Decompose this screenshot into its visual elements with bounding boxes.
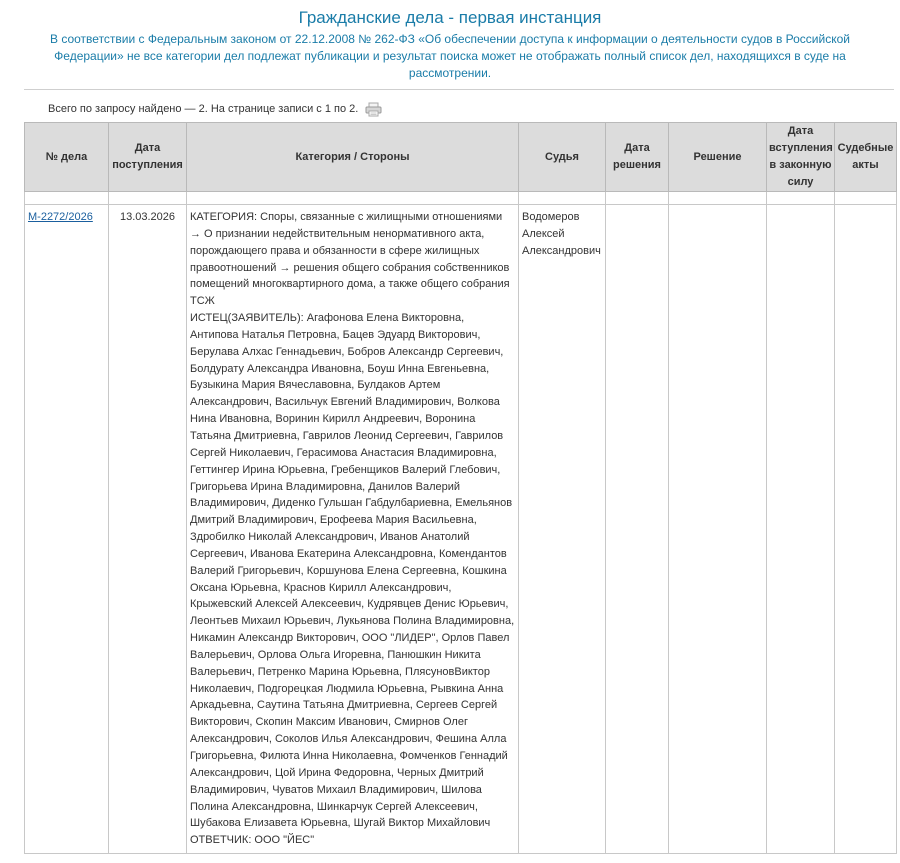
header-effective-date[interactable]: Дата вступления в законную силу bbox=[767, 123, 835, 192]
spacer-cell bbox=[25, 192, 109, 205]
results-summary-text: Всего по запросу найдено — 2. На странице записи с 1 по 2. bbox=[48, 103, 359, 115]
header-case-number[interactable]: № дела bbox=[25, 123, 109, 192]
table-header-row bbox=[25, 123, 897, 192]
decision-cell bbox=[669, 205, 767, 854]
judge-cell: Водомеров Алексей Александрович bbox=[519, 205, 606, 854]
plaintiffs-text: ИСТЕЦ(ЗАЯВИТЕЛЬ): Агафонова Елена Викторовна, Антипова Наталья Петровна, Бацев Эдуард Викторович, Берулава Алхас Геннадьевич, Бобров Александр Сергеевич, Болдурату Александра Ивановна, Боуш Инна Евгеньевна, Бузыкина Мария Вячеславовна, Булдаков Артем Александрович, Васильчук Евгений Владимирович, Волкова Нина Ивановна, Воринин Кирилл Андреевич, Воронина Татьяна Дмитриевна, Гаврилов Леонид Сергеевич, Гаврилов Сергей Николаевич, Герасимова Анастасия Владимировна, Геттингер Ирина Юрьевна, Гребенщиков Валерий Глебович, Григорьева Ирина Владимировна, Данилов Валерий Владимирович, Диденко Гульшан Габдулбариевна, Емельянов Дмитрий Владимирович, Ерофеева Мария Васильевна, Здробилко Николай Александрович, Иванов Анатолий Сергеевич, Иванова Екатерина Александровна, Комендантов Валерий Григорьевич, Коршунова Елена Сергеевна, Кошкина Оксана Юрьевна, Краснов Кирилл Александрович, Крыжевский Алексей Алексеевич, Кудрявцев Денис Юрьевич, Леонтьев Михаил Юрьевич, Лукьянова Полина Владимировна, Никамин Александр Викторович, ООО "ЛИДЕР", Орлов Павел Валерьевич, Орлова Ольга Игоревна, Панюшкин Никита Валерьевич, Петренко Марина Юрьевна, ПлясуновВиктор Николаевич, Подгорецкая Людмила Юрьевна, Рывкина Анна Аркадьевна, Саутина Татьяна Дмитриевна, Сергеев Сергей Викторович, Скопин Максим Иванович, Смирнов Олег Александрович, Соколов Илья Александрович, Фешина Алла Григорьевна, Филюта Инна Николаевна, Фомченков Геннадий Александрович, Цой Ирина Федоровна, Черных Дмитрий Владимирович, Чуватов Михаил Владимирович, Шилова Полина Александровна, Шинкарчук Сергей Алексеевич, Шубакова Елизавета Юрьевна, Шугай Виктор Михайлович bbox=[190, 312, 515, 830]
header-received-date[interactable]: Дата поступления bbox=[109, 123, 187, 192]
spacer-cell bbox=[109, 192, 187, 205]
header-decision-date[interactable]: Дата решения bbox=[606, 123, 669, 192]
cases-table bbox=[24, 122, 897, 854]
divider bbox=[24, 89, 894, 90]
spacer-cell bbox=[187, 192, 519, 205]
header-court-acts[interactable]: Судебные акты bbox=[835, 123, 897, 192]
printer-icon[interactable] bbox=[365, 102, 382, 117]
header-judge[interactable]: Судья bbox=[519, 123, 606, 192]
spacer-cell bbox=[669, 192, 767, 205]
spacer-cell bbox=[767, 192, 835, 205]
effective-date-cell bbox=[767, 205, 835, 854]
header-category-parties[interactable]: Категория / Стороны bbox=[187, 123, 519, 192]
page-title: Гражданские дела - первая инстанция bbox=[298, 8, 602, 27]
decision-date-cell bbox=[606, 205, 669, 854]
category-text: КАТЕГОРИЯ: Споры, связанные с жилищными отношениями → О признании недействительным ненормативного акта, порождающего права и обязанности в сфере жилищных правоотношений → решения общего собрания собственников помещений многоквартирного дома, а также общего собрания ТСЖ bbox=[190, 211, 510, 308]
legal-notice: В соответствии с Федеральным законом от 22.12.2008 № 262-ФЗ «Об обеспечении доступа к информации о деятельности судов в Российской Федерации» не все категории дел подлежат публикации и результат поиска может не отображать полный список дел, находящихся в суде на рассмотрении. bbox=[50, 32, 850, 80]
spacer-cell bbox=[606, 192, 669, 205]
spacer-cell bbox=[835, 192, 897, 205]
received-date-cell: 13.03.2026 bbox=[109, 205, 187, 854]
case-number-cell bbox=[25, 205, 109, 854]
table-spacer-row bbox=[25, 192, 897, 205]
table-row bbox=[25, 205, 897, 854]
court-acts-cell bbox=[835, 205, 897, 854]
results-summary bbox=[48, 101, 900, 117]
defendant-text: ОТВЕТЧИК: ООО "ЙЕС" bbox=[190, 834, 315, 847]
header-decision[interactable]: Решение bbox=[669, 123, 767, 192]
spacer-cell bbox=[519, 192, 606, 205]
category-parties-cell bbox=[187, 205, 519, 854]
case-number-link[interactable]: М-2272/2026 bbox=[28, 211, 93, 223]
